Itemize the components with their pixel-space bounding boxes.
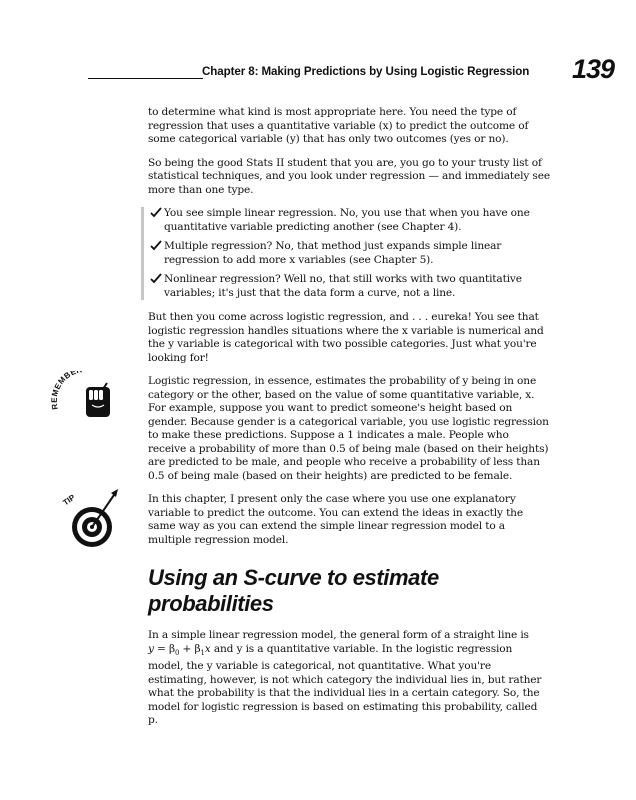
tip-icon-label: TIP (61, 492, 77, 508)
remember-icon-label: REMEMBE (49, 371, 78, 411)
chapter-title: Chapter 8: Making Predictions by Using Logistic Regression (202, 65, 530, 78)
svg-text:REMEMBER (50, 371, 84, 410)
remember-block (49, 371, 550, 483)
after-bullets-paragraph: But then you come across logistic regression, and . . . eureka! You see that logistic regression handles situations where the x variable is numerical and the y variable is categorical with two possible categories. Just what you're looking for! (148, 311, 544, 364)
tip-paragraph: In this chapter, I present only the case where you use one explanatory variable to predict the outcome. You can extend the ideas in exactly the same way as you can extend the simple linear regression model to a multiple regression model. (148, 493, 523, 546)
checkmark-icon (150, 240, 164, 267)
list-item-text: You see simple linear regression. No, you use that when you have one quantitative variable predicting another (see Chapter 4). (164, 207, 530, 233)
tip-icon (58, 485, 124, 555)
list-item-text: Multiple regression? No, that method just expands simple linear regression to add more x variables (see Chapter 5). (164, 240, 502, 266)
list-item (150, 240, 550, 267)
list-item (150, 273, 550, 300)
remember-icon (48, 371, 128, 431)
section-heading: Using an S-curve to estimate probabilities (148, 565, 439, 616)
list-item (150, 207, 550, 234)
page-number: 139 (572, 54, 615, 84)
list-item-text: Nonlinear regression? Well no, that still works with two quantitative variables; it's just that the data form a curve, not a line. (164, 273, 522, 299)
remember-paragraph: Logistic regression, in essence, estimates the probability of y being in one category or the other, based on the value of some quantitative variable, x. For example, suppose you want to predict someone's height based on gender. Because gender is a categorical variable, you use logistic regression to make these predictions. Suppose a 1 indicates a male. People who receive a probability of more than 0.5 of being male (based on their heights) are predicted to be male, and people who receive a probability of less than 0.5 of being male (based on their heights) are predicted to be female. (148, 375, 549, 482)
checkmark-icon (150, 273, 164, 300)
tip-block (61, 492, 550, 547)
intro-paragraph-2: So being the good Stats II student that you are, you go to your trusty list of statistical techniques, and you look under regression — and immediately see more than one type. (148, 156, 550, 196)
header-rule (88, 78, 203, 79)
page-body (49, 106, 550, 738)
check-list (141, 207, 550, 300)
section-paragraph: In a simple linear regression model, the general form of a straight line is $y = \beta_0 + \beta_1x$ and y is a quantitative variable. In the logistic regression model, the y variable is categorical, not quantitative. What you're estimating, however, is not which category the individual lies in, but rather what the probability is that the individual lies in a certain category. So, the model for logistic regression is based on estimating this probability, called p. (148, 629, 542, 727)
running-header (88, 54, 615, 90)
intro-paragraph-1: to determine what kind is most appropriate here. You need the type of regression that uses a quantitative variable (x) to predict the outcome of some categorical variable (y) that has only two outcomes (yes or no). (148, 106, 529, 145)
checkmark-icon (150, 207, 164, 234)
